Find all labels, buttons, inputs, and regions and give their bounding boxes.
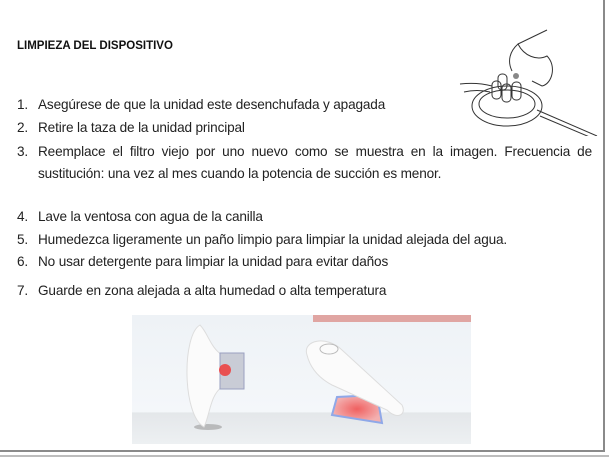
item-text: Guarde en zona alejada a alta humedad o alta temperatura <box>38 283 387 298</box>
list-item <box>17 206 263 228</box>
item-text: No usar detergente para limpiar la unidad para evitar daños <box>38 254 389 269</box>
item-text: Reemplace el filtro viejo por uno nuevo como se muestra en la imagen. Frecuencia de sustitución: una vez al mes cuando la potencia de succión es menor. <box>38 144 592 181</box>
item-number: 5. <box>17 232 29 247</box>
item-number: 3. <box>17 144 29 159</box>
item-text: Lave la ventosa con agua de la canilla <box>38 209 263 224</box>
item-text: Retire la taza de la unidad principal <box>38 120 245 135</box>
item-number: 1. <box>17 97 29 112</box>
item-number: 2. <box>17 120 29 135</box>
list-item <box>17 94 385 116</box>
list-item <box>17 141 592 185</box>
filter-replacement-illustration <box>452 26 602 136</box>
section-title: LIMPIEZA DEL DISPOSITIVO <box>17 40 173 52</box>
item-number: 4. <box>17 209 29 224</box>
item-text: Asegúrese de que la unidad este desenchufada y apagada <box>38 97 386 112</box>
list-item <box>17 251 388 273</box>
list-item <box>17 117 245 139</box>
list-item <box>17 280 386 302</box>
item-text: Humedezca ligeramente un paño limpio para limpiar la unidad alejada del agua. <box>38 232 508 247</box>
item-number: 7. <box>17 283 29 298</box>
list-item <box>17 229 507 251</box>
device-product-photo <box>132 315 471 444</box>
item-number: 6. <box>17 254 29 269</box>
